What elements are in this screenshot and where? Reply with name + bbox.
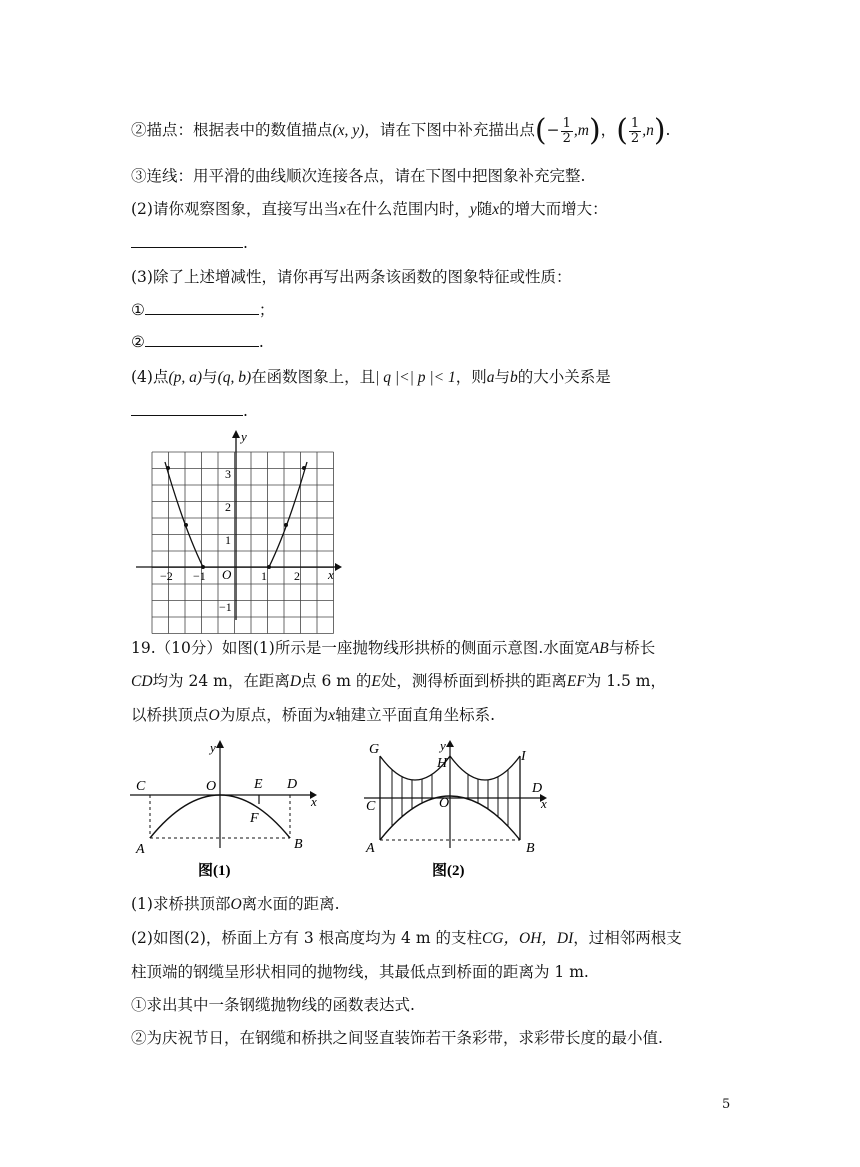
plotted-point [267,565,271,569]
label-e: E [254,777,263,792]
label-h: H [437,756,448,771]
plotted-point [302,466,306,470]
label-c: C [366,799,376,814]
y-axis-label: y [241,429,247,444]
y-tick-3: 3 [225,467,231,481]
x-tick-neg1: −1 [193,569,206,583]
q19-sub2-line1: (2)如图(2)，桥面上方有 3 根高度均为 4 m 的支柱CG，OH，DI，过相邻两根支 [131,929,682,947]
x-axis-label: x [328,567,334,582]
y-axis-label: y [440,738,446,753]
figure-2-caption: 图(2) [432,863,465,879]
plotted-point [284,523,288,527]
x-axis-arrow [335,563,342,571]
label-b: B [294,837,303,852]
q18-step2: ②描点：根据表中的数值描点(x, y)，请在下图中补充描出点(− $\frac{1}{2}$ ,m)，( $\frac{1}{2}$ ,n). [131,113,671,148]
graph-grid [152,452,334,634]
y-axis-arrow [216,740,224,748]
right-cable [450,756,520,780]
q19-sub1: (1)求桥拱顶部O离水面的距离. [131,895,340,913]
q19-sub2-line2: 柱顶端的钢缆呈形状相同的抛物线，其最低点到桥面的距离为 1 m. [131,963,589,981]
bridge-figure-1 [128,740,338,880]
q19-line2: CD均为 24 m，在距离D点 6 m 的E处，测得桥面到桥拱的距离EF为 1.5 m， [131,672,666,690]
label-b: B [526,841,535,856]
y-axis-arrow [446,740,454,747]
x-axis-label: x [311,794,317,809]
q19-line3: 以桥拱顶点O为原点，桥面为x轴建立平面直角坐标系. [131,706,496,724]
label-g: G [369,742,380,757]
answer-blank-property1[interactable]: ① ； [131,301,275,319]
q18-part3: (3)除了上述增减性，请你再写出两条该函数的图象特征或性质： [131,268,572,286]
plotted-point [184,523,188,527]
y-tick-2: 2 [225,500,231,514]
y-tick-neg1: −1 [219,600,232,614]
label-c: C [136,779,146,794]
bridge-figure-2 [362,740,562,880]
answer-blank-property2[interactable]: ② . [131,333,264,351]
page-number: 5 [722,1097,731,1112]
label-d: D [532,781,543,796]
plotted-point [201,565,205,569]
x-tick-1: 1 [261,569,267,583]
answer-blank-part2[interactable]: . [131,232,248,254]
y-tick-1: 1 [225,533,231,547]
y-axis-arrow [232,430,240,438]
label-o: O [206,779,217,794]
figure-1-caption: 图(1) [198,863,231,879]
plotted-point [166,466,170,470]
q18-part4: (4)点(p, a)与(q, b)在函数图象上，且| q |<| p |< 1，则a与b的大小关系是 [131,368,611,386]
answer-blank-part4[interactable]: . [131,400,248,422]
label-o: O [439,796,450,811]
q18-step3: ③连线：用平滑的曲线顺次连接各点，请在下图中把图象补充完整. [131,167,586,185]
label-i: I [521,749,526,764]
q19-sub2-ii: ②为庆祝节日，在钢缆和桥拱之间竖直装饰若干条彩带，求彩带长度的最小值. [131,1029,663,1047]
q18-part2: (2)请你观察图象，直接写出当x在什么范围内时，y随x的增大而增大： [131,200,608,218]
q19-line1: 19.（10分）如图(1)所示是一座抛物线形拱桥的侧面示意图.水面宽AB与桥长 [131,639,656,657]
y-axis-label: y [210,740,216,755]
x-tick-2: 2 [294,569,300,583]
origin-label: O [222,567,232,582]
fraction-neg-half: $\frac{1}{2}$ [562,115,571,146]
q19-sub2-i: ①求出其中一条钢缆抛物线的函数表达式. [131,996,415,1014]
x-tick-neg2: −2 [160,569,173,583]
label-d: D [287,777,298,792]
function-graph [128,428,348,628]
fraction-half: $\frac{1}{2}$ [630,115,640,146]
label-a: A [366,841,375,856]
x-axis-label: x [541,796,547,811]
label-f: F [250,811,259,826]
label-a: A [136,842,145,857]
